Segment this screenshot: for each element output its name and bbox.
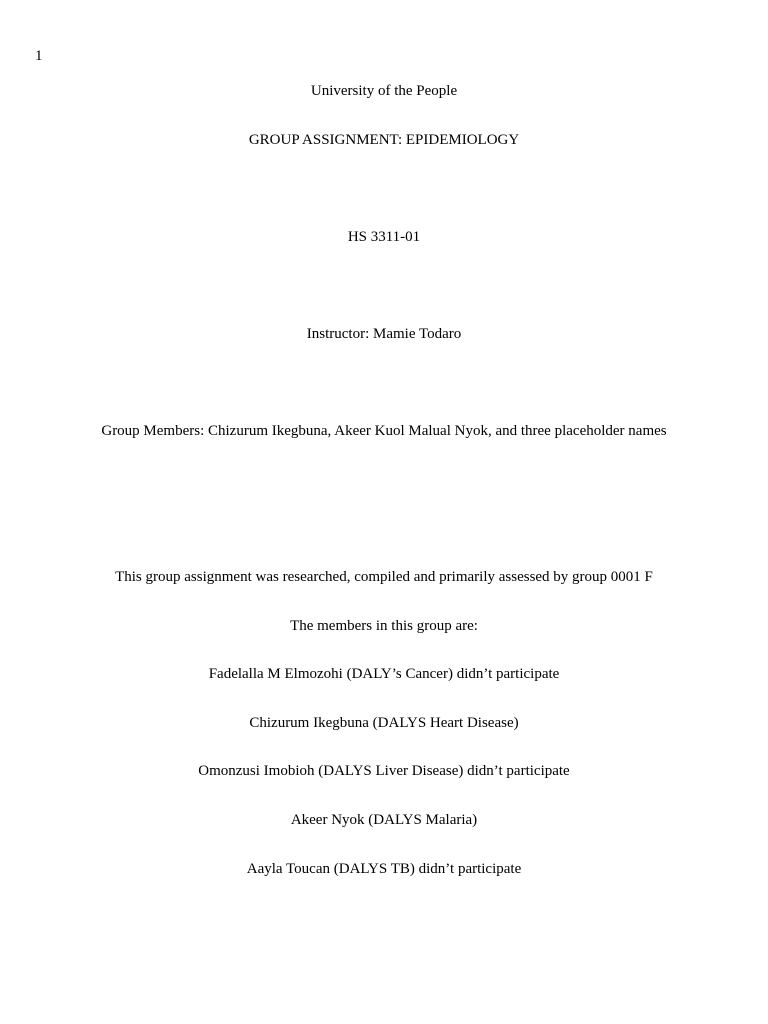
university-name: University of the People	[310, 83, 458, 99]
members-heading: The members in this group are:	[290, 618, 478, 634]
group-members: Group Members: Chizurum Ikegbuna, Akeer Kuol Malual Nyok, and three placeholder names	[101, 423, 667, 439]
member-entry: Aayla Toucan (DALYS TB) didn’t participate	[246, 861, 522, 877]
course-code: HS 3311-01	[347, 229, 421, 245]
member-entry: Omonzusi Imobioh (DALYS Liver Disease) didn’t participate	[198, 763, 570, 779]
instructor-name: Instructor: Mamie Todaro	[306, 326, 462, 342]
page-number: 1	[35, 48, 43, 64]
assignment-title: GROUP ASSIGNMENT: EPIDEMIOLOGY	[248, 132, 520, 148]
member-entry: Akeer Nyok (DALYS Malaria)	[290, 812, 478, 828]
member-entry: Chizurum Ikegbuna (DALYS Heart Disease)	[249, 715, 519, 731]
member-entry: Fadelalla M Elmozohi (DALY’s Cancer) didn’t participate	[208, 666, 560, 682]
intro-statement: This group assignment was researched, compiled and primarily assessed by group 0001 F	[115, 569, 653, 585]
